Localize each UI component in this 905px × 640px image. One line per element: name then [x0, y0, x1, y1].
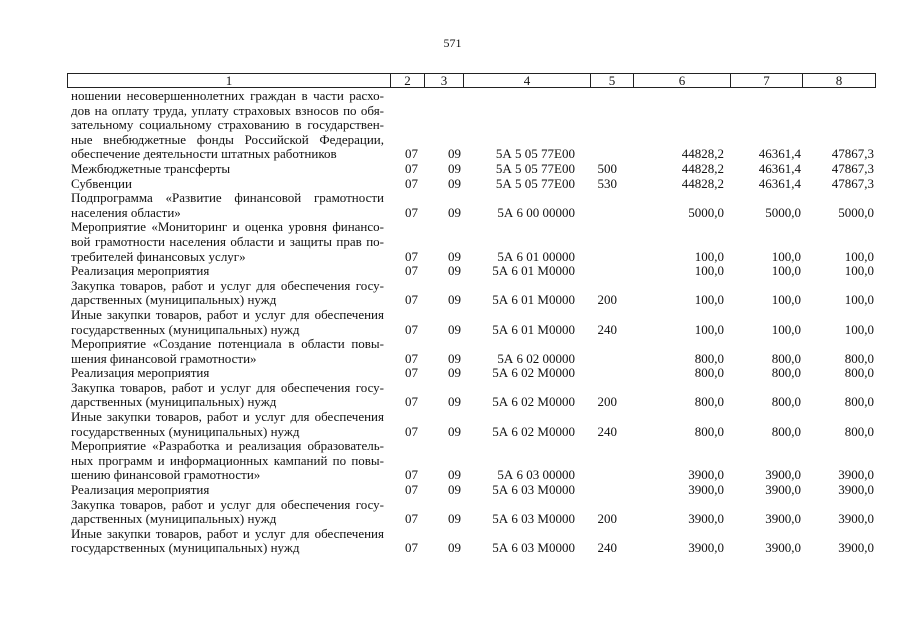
- cell-c8: 100,0: [844, 292, 874, 308]
- cell-c5: 240: [597, 423, 617, 439]
- cell-c3: 09: [448, 394, 461, 410]
- cell-c2: 07: [405, 350, 418, 366]
- table-row: [71, 191, 881, 220]
- row-description: [71, 366, 384, 381]
- table-row: [71, 483, 881, 498]
- cell-c7: 46361,4: [758, 175, 801, 191]
- cell-c3: 09: [448, 292, 461, 308]
- description-line: шения финансовой грамотности»: [71, 350, 257, 366]
- description-line: дарственных (муниципальных) нужд: [71, 394, 277, 410]
- cell-c7: 800,0: [771, 423, 801, 439]
- description-line: Иные закупки товаров, работ и услуг для обеспечения: [71, 409, 384, 425]
- cell-c7: 100,0: [771, 263, 801, 279]
- table-row: [71, 264, 881, 279]
- cell-c6: 44828,2: [681, 175, 724, 191]
- table-row: [71, 177, 881, 192]
- header-col-5: 5: [590, 74, 633, 87]
- description-line: дарственных (муниципальных) нужд: [71, 292, 277, 308]
- cell-c7: 100,0: [771, 321, 801, 337]
- cell-c7: 3900,0: [765, 482, 801, 498]
- cell-c3: 09: [448, 146, 461, 162]
- description-line: Субвенции: [71, 175, 132, 191]
- description-line: Реализация мероприятия: [71, 263, 210, 279]
- cell-c3: 09: [448, 540, 461, 556]
- row-description: [71, 220, 384, 264]
- cell-c8: 3900,0: [838, 467, 874, 483]
- cell-c6: 100,0: [694, 292, 724, 308]
- description-line: государственных (муниципальных) нужд: [71, 540, 300, 556]
- cell-c3: 09: [448, 423, 461, 439]
- cell-c8: 5000,0: [838, 204, 874, 220]
- cell-c3: 09: [448, 160, 461, 176]
- cell-c4: 5А 6 01 00000: [497, 248, 575, 264]
- description-line: Закупка товаров, работ и услуг для обеспечения госу-: [71, 379, 384, 395]
- cell-c8: 800,0: [844, 365, 874, 381]
- cell-c4: 5А 6 02 М0000: [492, 423, 575, 439]
- cell-c8: 100,0: [844, 263, 874, 279]
- cell-c7: 46361,4: [758, 160, 801, 176]
- description-line: Реализация мероприятия: [71, 365, 210, 381]
- cell-c4: 5А 6 00 00000: [497, 204, 575, 220]
- table-row: [71, 410, 881, 439]
- cell-c7: 5000,0: [765, 204, 801, 220]
- row-description: [71, 162, 384, 177]
- description-line: Закупка товаров, работ и услуг для обеспечения госу-: [71, 496, 384, 512]
- cell-c6: 800,0: [694, 350, 724, 366]
- cell-c6: 44828,2: [681, 160, 724, 176]
- table-row: [71, 366, 881, 381]
- cell-c5: 240: [597, 540, 617, 556]
- header-col-2: 2: [390, 74, 424, 87]
- table-body: [71, 89, 881, 556]
- cell-c5: 500: [597, 160, 617, 176]
- cell-c4: 5А 5 05 77Е00: [495, 146, 575, 162]
- cell-c2: 07: [405, 160, 418, 176]
- cell-c2: 07: [405, 321, 418, 337]
- description-line: Мероприятие «Разработка и реализация образователь-: [71, 438, 384, 454]
- cell-c2: 07: [405, 423, 418, 439]
- cell-c7: 46361,4: [758, 146, 801, 162]
- cell-c2: 07: [405, 540, 418, 556]
- table-row: [71, 498, 881, 527]
- cell-c6: 5000,0: [688, 204, 724, 220]
- row-description: [71, 410, 384, 439]
- row-description: [71, 308, 384, 337]
- cell-c4: 5А 6 03 М0000: [492, 511, 575, 527]
- table-row: [71, 89, 881, 162]
- description-line: Межбюджетные трансферты: [71, 160, 231, 176]
- cell-c2: 07: [405, 394, 418, 410]
- description-line: Иные закупки товаров, работ и услуг для обеспечения: [71, 525, 384, 541]
- cell-c8: 47867,3: [831, 160, 874, 176]
- description-line: государственных (муниципальных) нужд: [71, 423, 300, 439]
- cell-c8: 800,0: [844, 394, 874, 410]
- row-description: [71, 89, 384, 162]
- cell-c2: 07: [405, 263, 418, 279]
- cell-c3: 09: [448, 204, 461, 220]
- table-row: [71, 308, 881, 337]
- description-line: вой грамотности населения области и защиты прав по-: [71, 233, 384, 249]
- cell-c6: 100,0: [694, 248, 724, 264]
- cell-c3: 09: [448, 350, 461, 366]
- cell-c6: 800,0: [694, 423, 724, 439]
- cell-c6: 3900,0: [688, 467, 724, 483]
- cell-c5: 200: [597, 511, 617, 527]
- description-line: дарственных (муниципальных) нужд: [71, 511, 277, 527]
- description-line: населения области»: [71, 204, 181, 220]
- cell-c2: 07: [405, 248, 418, 264]
- cell-c7: 100,0: [771, 248, 801, 264]
- cell-c4: 5А 6 02 00000: [497, 350, 575, 366]
- cell-c8: 800,0: [844, 350, 874, 366]
- cell-c7: 800,0: [771, 350, 801, 366]
- cell-c4: 5А 6 03 М0000: [492, 540, 575, 556]
- cell-c3: 09: [448, 263, 461, 279]
- description-line: Закупка товаров, работ и услуг для обеспечения госу-: [71, 277, 384, 293]
- cell-c3: 09: [448, 467, 461, 483]
- description-line: обеспечение деятельности штатных работников: [71, 146, 337, 162]
- cell-c5: 200: [597, 292, 617, 308]
- description-line: Мероприятие «Мониторинг и оценка уровня финансо-: [71, 219, 384, 235]
- cell-c2: 07: [405, 146, 418, 162]
- cell-c7: 3900,0: [765, 467, 801, 483]
- cell-c2: 07: [405, 482, 418, 498]
- description-line: ношении несовершеннолетних граждан в части расхо-: [71, 88, 384, 103]
- cell-c4: 5А 5 05 77Е00: [495, 160, 575, 176]
- row-description: [71, 527, 384, 556]
- page-number: 571: [443, 36, 462, 50]
- header-col-3: 3: [424, 74, 463, 87]
- table-row: [71, 337, 881, 366]
- row-description: [71, 191, 384, 220]
- cell-c8: 3900,0: [838, 482, 874, 498]
- cell-c6: 3900,0: [688, 540, 724, 556]
- cell-c8: 100,0: [844, 248, 874, 264]
- header-col-8: 8: [802, 74, 875, 87]
- description-line: требителей финансовых услуг»: [71, 248, 246, 264]
- cell-c8: 800,0: [844, 423, 874, 439]
- description-line: ные внебюджетные фонды Российской Федерации,: [71, 131, 384, 147]
- header-col-4: 4: [463, 74, 590, 87]
- row-description: [71, 439, 384, 483]
- cell-c4: 5А 6 03 М0000: [492, 482, 575, 498]
- row-description: [71, 264, 384, 279]
- cell-c5: 240: [597, 321, 617, 337]
- cell-c8: 47867,3: [831, 146, 874, 162]
- row-description: [71, 177, 384, 192]
- cell-c2: 07: [405, 511, 418, 527]
- table-row: [71, 279, 881, 308]
- table-row: [71, 381, 881, 410]
- cell-c5: 200: [597, 394, 617, 410]
- cell-c2: 07: [405, 292, 418, 308]
- cell-c3: 09: [448, 321, 461, 337]
- cell-c4: 5А 6 02 М0000: [492, 394, 575, 410]
- header-col-1: 1: [225, 73, 233, 88]
- description-line: ных программ и информационных кампаний по повы-: [71, 452, 384, 468]
- cell-c8: 3900,0: [838, 540, 874, 556]
- cell-c2: 07: [405, 365, 418, 381]
- cell-c7: 3900,0: [765, 540, 801, 556]
- cell-c4: 5А 5 05 77Е00: [495, 175, 575, 191]
- cell-c3: 09: [448, 175, 461, 191]
- description-line: Реализация мероприятия: [71, 482, 210, 498]
- cell-c7: 3900,0: [765, 511, 801, 527]
- description-line: государственных (муниципальных) нужд: [71, 321, 300, 337]
- description-line: Мероприятие «Создание потенциала в области повы-: [71, 336, 384, 352]
- row-description: [71, 337, 384, 366]
- table-row: [71, 439, 881, 483]
- cell-c4: 5А 6 03 00000: [497, 467, 575, 483]
- table-row: [71, 162, 881, 177]
- cell-c5: 530: [597, 175, 617, 191]
- row-description: [71, 498, 384, 527]
- cell-c6: 3900,0: [688, 482, 724, 498]
- table-header: [67, 73, 876, 88]
- cell-c4: 5А 6 01 М0000: [492, 321, 575, 337]
- cell-c2: 07: [405, 467, 418, 483]
- cell-c4: 5А 6 01 М0000: [492, 292, 575, 308]
- description-line: шению финансовой грамотности»: [71, 467, 261, 483]
- table-row: [71, 220, 881, 264]
- cell-c2: 07: [405, 175, 418, 191]
- cell-c8: 100,0: [844, 321, 874, 337]
- cell-c7: 800,0: [771, 394, 801, 410]
- description-line: зательному социальному страхованию в государствен-: [71, 117, 384, 133]
- table-row: [71, 527, 881, 556]
- cell-c6: 44828,2: [681, 146, 724, 162]
- row-description: [71, 483, 384, 498]
- cell-c7: 800,0: [771, 365, 801, 381]
- cell-c3: 09: [448, 248, 461, 264]
- cell-c3: 09: [448, 365, 461, 381]
- cell-c4: 5А 6 02 М0000: [492, 365, 575, 381]
- cell-c6: 3900,0: [688, 511, 724, 527]
- cell-c6: 800,0: [694, 365, 724, 381]
- cell-c6: 800,0: [694, 394, 724, 410]
- cell-c3: 09: [448, 511, 461, 527]
- cell-c8: 47867,3: [831, 175, 874, 191]
- row-description: [71, 381, 384, 410]
- description-line: Иные закупки товаров, работ и услуг для обеспечения: [71, 306, 384, 322]
- description-line: Подпрограмма «Развитие финансовой грамотности: [71, 190, 384, 206]
- row-description: [71, 279, 384, 308]
- cell-c8: 3900,0: [838, 511, 874, 527]
- header-col-7: 7: [730, 74, 802, 87]
- cell-c3: 09: [448, 482, 461, 498]
- description-line: дов на оплату труда, уплату страховых взносов по обя-: [71, 102, 384, 118]
- header-col-6: 6: [633, 74, 730, 87]
- cell-c6: 100,0: [694, 321, 724, 337]
- cell-c6: 100,0: [694, 263, 724, 279]
- cell-c4: 5А 6 01 М0000: [492, 263, 575, 279]
- cell-c7: 100,0: [771, 292, 801, 308]
- cell-c2: 07: [405, 204, 418, 220]
